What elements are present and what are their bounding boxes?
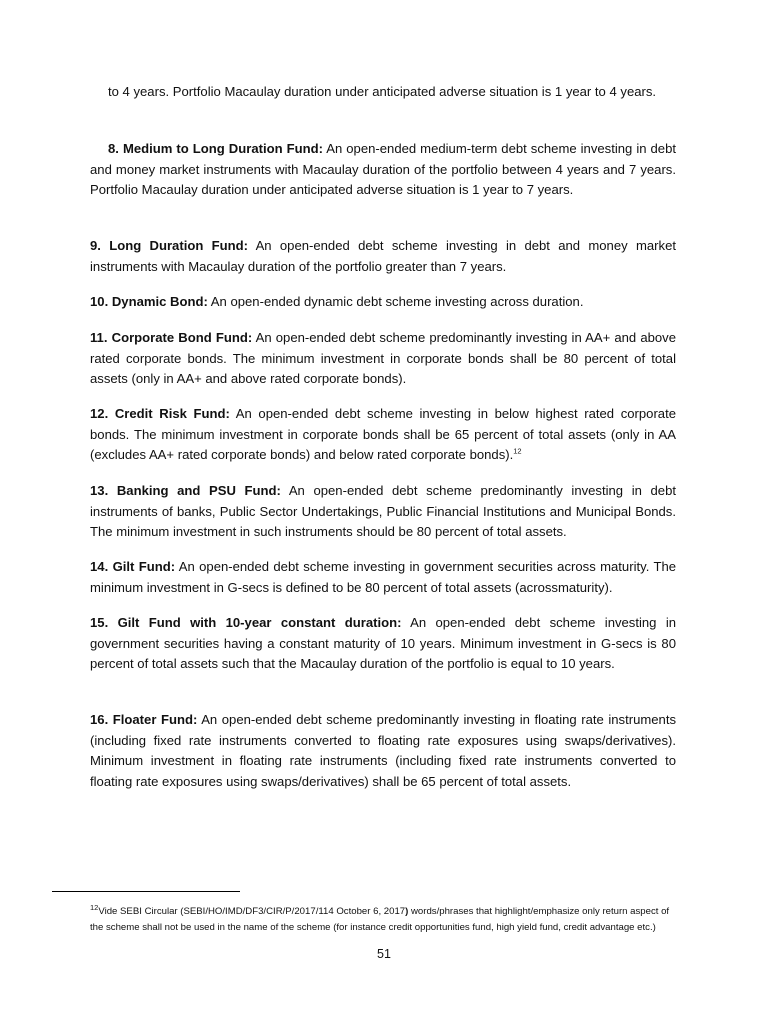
list-item-10 xyxy=(90,292,676,313)
item-title: Medium to Long Duration Fund: xyxy=(122,141,323,156)
item-text: An open-ended medium-term debt scheme investing in debt and money market instruments with Macaulay duration of the portfolio between 4 years and 7 years. Portfolio Macaulay duration under anticipated adverse situation is 1 year to 7 years. xyxy=(90,141,676,198)
item-title: Gilt Fund: xyxy=(112,559,176,574)
footnote-marker: 12 xyxy=(90,902,99,912)
continuation-paragraph: to 4 years. Portfolio Macaulay duration under anticipated adverse situation is 1 year to 4 years. xyxy=(108,84,657,99)
footnote-paren: ) xyxy=(405,906,409,917)
footnote-separator xyxy=(52,891,240,892)
item-number: 9. xyxy=(90,238,101,253)
item-title: Banking and PSU Fund: xyxy=(116,483,281,498)
footnote xyxy=(90,904,682,935)
page-number: 51 xyxy=(377,947,391,961)
list-item-8 xyxy=(90,139,676,201)
item-number: 8. xyxy=(108,141,119,156)
item-title: Credit Risk Fund: xyxy=(114,406,230,421)
list-item-13 xyxy=(90,481,676,543)
item-text: An open-ended debt scheme investing in debt and money market instruments with Macaulay duration of the portfolio greater than 7 years. xyxy=(90,238,676,274)
item-text: An open-ended debt scheme predominantly investing in debt instruments of banks, Public Sector Undertakings, Public Financial Institutions and Municipal Bonds. The minimum investment in such instruments should be 80 percent of total assets. xyxy=(90,483,677,540)
item-text: An open-ended dynamic debt scheme investing across duration. xyxy=(210,294,584,309)
list-item-12 xyxy=(90,404,676,466)
item-number: 15. xyxy=(90,615,109,630)
item-title: Long Duration Fund: xyxy=(109,238,248,253)
footnote-text-after: words/phrases that highlight/emphasize only return aspect of the scheme shall not be used in the name of the scheme (for instance credit opportunities fund, high yield fund, credit advantage etc.) xyxy=(90,906,670,933)
item-title: Corporate Bond Fund: xyxy=(111,330,253,345)
footnote-ref[interactable]: 12 xyxy=(513,446,522,456)
item-number: 12. xyxy=(90,406,109,421)
item-text: An open-ended debt scheme investing in below highest rated corporate bonds. The minimum investment in corporate bonds shall be 65 percent of total assets (only in AA (excludes AA+ rated corporate bonds) and below rated corporate bonds). xyxy=(90,406,677,463)
item-text: An open-ended debt scheme investing in government securities having a constant maturity of 10 years. Minimum investment in G-secs is 80 percent of total assets such that the Macaulay duration of the portfolio is equal to 10 years. xyxy=(90,615,677,672)
item-text: An open-ended debt scheme predominantly investing in floating rate instruments (including fixed rate instruments converted to floating rate exposures using swaps/derivatives). Minimum investment in floating rate instruments (including fixed rate instruments converted to floating rate exposures using swaps/derivatives) shall be 65 percent of total assets. xyxy=(90,712,677,789)
item-text: An open-ended debt scheme predominantly investing in AA+ and above rated corporate bonds. The minimum investment in corporate bonds shall be 80 percent of total assets (only in AA+ and above rated corporate bonds). xyxy=(90,330,677,387)
item-number: 14. xyxy=(90,559,109,574)
item-text: An open-ended debt scheme investing in government securities across maturity. The minimum investment in G-secs is defined to be 80 percent of total assets (acrossmaturity). xyxy=(90,559,677,595)
list-item-15 xyxy=(90,613,676,675)
list-item-16 xyxy=(90,710,676,792)
list-item-14 xyxy=(90,557,676,598)
footnote-text-before: Vide SEBI Circular (SEBI/HO/IMD/DF3/CIR/P/2017/114 October 6, 2017 xyxy=(98,906,406,917)
item-title: Gilt Fund with 10-year constant duration: xyxy=(117,615,402,630)
list-item-11 xyxy=(90,328,676,390)
item-title: Dynamic Bond: xyxy=(111,294,208,309)
item-number: 10. xyxy=(90,294,109,309)
item-number: 13. xyxy=(90,483,109,498)
item-number: 11. xyxy=(90,330,108,345)
list-item-9 xyxy=(90,236,676,277)
item-number: 16. xyxy=(90,712,109,727)
item-title: Floater Fund: xyxy=(112,712,198,727)
